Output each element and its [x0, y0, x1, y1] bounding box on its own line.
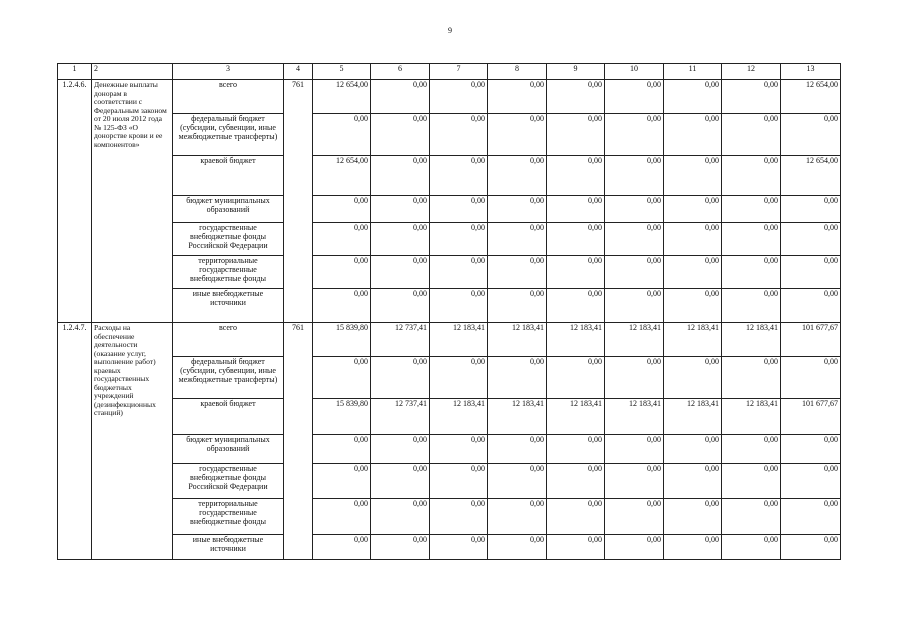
column-header: 11 — [664, 64, 722, 80]
amount-cell: 0,00 — [605, 223, 664, 256]
amount-cell: 0,00 — [488, 464, 547, 499]
amount-cell: 12 737,41 — [371, 399, 430, 435]
amount-cell: 0,00 — [313, 435, 371, 464]
amount-cell: 0,00 — [605, 256, 664, 289]
amount-cell: 0,00 — [488, 289, 547, 323]
amount-cell: 0,00 — [664, 464, 722, 499]
amount-cell: 0,00 — [313, 499, 371, 535]
column-header: 10 — [605, 64, 664, 80]
amount-cell: 0,00 — [371, 464, 430, 499]
amount-cell: 0,00 — [430, 256, 488, 289]
column-header: 2 — [92, 64, 173, 80]
column-header: 12 — [722, 64, 781, 80]
row-description: Расходы на обеспечение деятельности (оказание услуг, выполнение работ) краевых государственных бюджетных учреждений (дезинфекционных станций) — [92, 323, 173, 560]
amount-cell: 0,00 — [547, 435, 605, 464]
amount-cell: 0,00 — [781, 499, 841, 535]
table-row — [58, 435, 841, 464]
amount-cell: 0,00 — [664, 114, 722, 156]
amount-cell: 15 839,80 — [313, 323, 371, 357]
table-row — [58, 114, 841, 156]
amount-cell: 0,00 — [488, 80, 547, 114]
amount-cell: 0,00 — [605, 289, 664, 323]
amount-cell: 12 654,00 — [313, 80, 371, 114]
amount-cell: 0,00 — [722, 499, 781, 535]
amount-cell: 0,00 — [781, 435, 841, 464]
amount-cell: 0,00 — [313, 464, 371, 499]
amount-cell: 0,00 — [781, 464, 841, 499]
header-row — [58, 64, 841, 80]
amount-cell: 0,00 — [722, 535, 781, 560]
amount-cell: 15 839,80 — [313, 399, 371, 435]
amount-cell: 0,00 — [664, 435, 722, 464]
amount-cell: 0,00 — [488, 156, 547, 196]
budget-code: 761 — [284, 323, 313, 560]
table-row — [58, 156, 841, 196]
table-row — [58, 289, 841, 323]
amount-cell: 0,00 — [430, 196, 488, 223]
amount-cell: 0,00 — [371, 114, 430, 156]
amount-cell: 12 654,00 — [781, 80, 841, 114]
amount-cell: 0,00 — [488, 535, 547, 560]
amount-cell: 0,00 — [488, 435, 547, 464]
amount-cell: 0,00 — [722, 223, 781, 256]
column-header: 3 — [173, 64, 284, 80]
amount-cell: 0,00 — [488, 196, 547, 223]
amount-cell: 0,00 — [313, 357, 371, 399]
table-row — [58, 323, 841, 357]
amount-cell: 101 677,67 — [781, 399, 841, 435]
table-row — [58, 535, 841, 560]
amount-cell: 0,00 — [722, 196, 781, 223]
column-header: 1 — [58, 64, 92, 80]
budget-table — [57, 63, 841, 560]
amount-cell: 0,00 — [547, 535, 605, 560]
amount-cell: 0,00 — [430, 435, 488, 464]
amount-cell: 0,00 — [371, 435, 430, 464]
amount-cell: 0,00 — [547, 223, 605, 256]
amount-cell: 0,00 — [547, 357, 605, 399]
amount-cell: 0,00 — [664, 80, 722, 114]
amount-cell: 0,00 — [430, 114, 488, 156]
table-row — [58, 80, 841, 114]
amount-cell: 0,00 — [722, 256, 781, 289]
amount-cell: 0,00 — [371, 499, 430, 535]
funding-source: иные внебюджетные источники — [173, 289, 284, 323]
amount-cell: 0,00 — [781, 223, 841, 256]
amount-cell: 0,00 — [430, 535, 488, 560]
amount-cell: 0,00 — [781, 114, 841, 156]
amount-cell: 12 183,41 — [664, 323, 722, 357]
funding-source: краевой бюджет — [173, 399, 284, 435]
amount-cell: 0,00 — [722, 464, 781, 499]
amount-cell: 0,00 — [664, 256, 722, 289]
amount-cell: 0,00 — [313, 114, 371, 156]
amount-cell: 0,00 — [605, 357, 664, 399]
amount-cell: 0,00 — [547, 464, 605, 499]
amount-cell: 0,00 — [430, 499, 488, 535]
amount-cell: 0,00 — [547, 156, 605, 196]
table-body — [58, 64, 841, 560]
page-number: 9 — [448, 26, 452, 35]
amount-cell: 0,00 — [371, 256, 430, 289]
amount-cell: 12 183,41 — [488, 399, 547, 435]
funding-source: иные внебюджетные источники — [173, 535, 284, 560]
table-row — [58, 399, 841, 435]
amount-cell: 12 654,00 — [313, 156, 371, 196]
amount-cell: 0,00 — [605, 435, 664, 464]
amount-cell: 0,00 — [722, 289, 781, 323]
amount-cell: 0,00 — [664, 535, 722, 560]
amount-cell: 0,00 — [371, 196, 430, 223]
amount-cell: 12 183,41 — [605, 323, 664, 357]
amount-cell: 0,00 — [781, 535, 841, 560]
amount-cell: 0,00 — [371, 156, 430, 196]
amount-cell: 0,00 — [371, 535, 430, 560]
table-row — [58, 256, 841, 289]
funding-source: всего — [173, 323, 284, 357]
amount-cell: 0,00 — [781, 256, 841, 289]
amount-cell: 0,00 — [722, 114, 781, 156]
table-row — [58, 223, 841, 256]
amount-cell: 0,00 — [722, 357, 781, 399]
amount-cell: 0,00 — [722, 435, 781, 464]
row-code: 1.2.4.6. — [58, 80, 92, 323]
amount-cell: 0,00 — [664, 499, 722, 535]
column-header: 9 — [547, 64, 605, 80]
funding-source: федеральный бюджет (субсидии, субвенции, иные межбюджетные трансферты) — [173, 357, 284, 399]
column-header: 4 — [284, 64, 313, 80]
amount-cell: 0,00 — [547, 256, 605, 289]
funding-source: территориальные государственные внебюджетные фонды — [173, 256, 284, 289]
column-header: 8 — [488, 64, 547, 80]
amount-cell: 0,00 — [430, 357, 488, 399]
amount-cell: 0,00 — [547, 499, 605, 535]
funding-source: краевой бюджет — [173, 156, 284, 196]
amount-cell: 0,00 — [547, 289, 605, 323]
row-description: Денежные выплаты донорам в соответствии с Федеральным законом от 20 июля 2012 года № 125-ФЗ «О донорстве крови и ее компонентов» — [92, 80, 173, 323]
amount-cell: 0,00 — [371, 289, 430, 323]
amount-cell: 12 183,41 — [722, 399, 781, 435]
table-row — [58, 357, 841, 399]
amount-cell: 0,00 — [781, 196, 841, 223]
amount-cell: 12 183,41 — [664, 399, 722, 435]
amount-cell: 0,00 — [488, 357, 547, 399]
amount-cell: 0,00 — [313, 196, 371, 223]
column-header: 13 — [781, 64, 841, 80]
row-code: 1.2.4.7. — [58, 323, 92, 560]
amount-cell: 0,00 — [664, 357, 722, 399]
amount-cell: 0,00 — [371, 357, 430, 399]
amount-cell: 0,00 — [371, 223, 430, 256]
amount-cell: 0,00 — [313, 256, 371, 289]
amount-cell: 0,00 — [430, 464, 488, 499]
funding-source: федеральный бюджет (субсидии, субвенции, иные межбюджетные трансферты) — [173, 114, 284, 156]
funding-source: государственные внебюджетные фонды Российской Федерации — [173, 223, 284, 256]
amount-cell: 12 737,41 — [371, 323, 430, 357]
amount-cell: 0,00 — [605, 156, 664, 196]
amount-cell: 12 183,41 — [488, 323, 547, 357]
amount-cell: 0,00 — [605, 80, 664, 114]
table-row — [58, 499, 841, 535]
amount-cell: 0,00 — [722, 80, 781, 114]
amount-cell: 0,00 — [605, 114, 664, 156]
amount-cell: 0,00 — [781, 357, 841, 399]
amount-cell: 12 654,00 — [781, 156, 841, 196]
amount-cell: 0,00 — [547, 196, 605, 223]
amount-cell: 12 183,41 — [430, 323, 488, 357]
amount-cell: 0,00 — [547, 114, 605, 156]
column-header: 6 — [371, 64, 430, 80]
budget-code: 761 — [284, 80, 313, 323]
amount-cell: 12 183,41 — [722, 323, 781, 357]
amount-cell: 0,00 — [430, 156, 488, 196]
amount-cell: 0,00 — [664, 289, 722, 323]
column-header: 5 — [313, 64, 371, 80]
table-row — [58, 464, 841, 499]
amount-cell: 0,00 — [664, 223, 722, 256]
amount-cell: 0,00 — [488, 499, 547, 535]
amount-cell: 12 183,41 — [430, 399, 488, 435]
amount-cell: 0,00 — [722, 156, 781, 196]
amount-cell: 12 183,41 — [547, 323, 605, 357]
amount-cell: 0,00 — [605, 196, 664, 223]
amount-cell: 0,00 — [313, 535, 371, 560]
amount-cell: 0,00 — [605, 499, 664, 535]
amount-cell: 12 183,41 — [547, 399, 605, 435]
amount-cell: 0,00 — [781, 289, 841, 323]
funding-source: бюджет муниципальных образований — [173, 196, 284, 223]
amount-cell: 0,00 — [605, 464, 664, 499]
amount-cell: 101 677,67 — [781, 323, 841, 357]
amount-cell: 0,00 — [547, 80, 605, 114]
amount-cell: 0,00 — [430, 80, 488, 114]
amount-cell: 0,00 — [664, 156, 722, 196]
amount-cell: 0,00 — [313, 289, 371, 323]
funding-source: территориальные государственные внебюджетные фонды — [173, 499, 284, 535]
amount-cell: 0,00 — [313, 223, 371, 256]
amount-cell: 0,00 — [488, 256, 547, 289]
funding-source: всего — [173, 80, 284, 114]
amount-cell: 12 183,41 — [605, 399, 664, 435]
amount-cell: 0,00 — [664, 196, 722, 223]
amount-cell: 0,00 — [605, 535, 664, 560]
amount-cell: 0,00 — [488, 223, 547, 256]
amount-cell: 0,00 — [371, 80, 430, 114]
funding-source: государственные внебюджетные фонды Российской Федерации — [173, 464, 284, 499]
amount-cell: 0,00 — [488, 114, 547, 156]
funding-source: бюджет муниципальных образований — [173, 435, 284, 464]
column-header: 7 — [430, 64, 488, 80]
table-row — [58, 196, 841, 223]
amount-cell: 0,00 — [430, 289, 488, 323]
amount-cell: 0,00 — [430, 223, 488, 256]
